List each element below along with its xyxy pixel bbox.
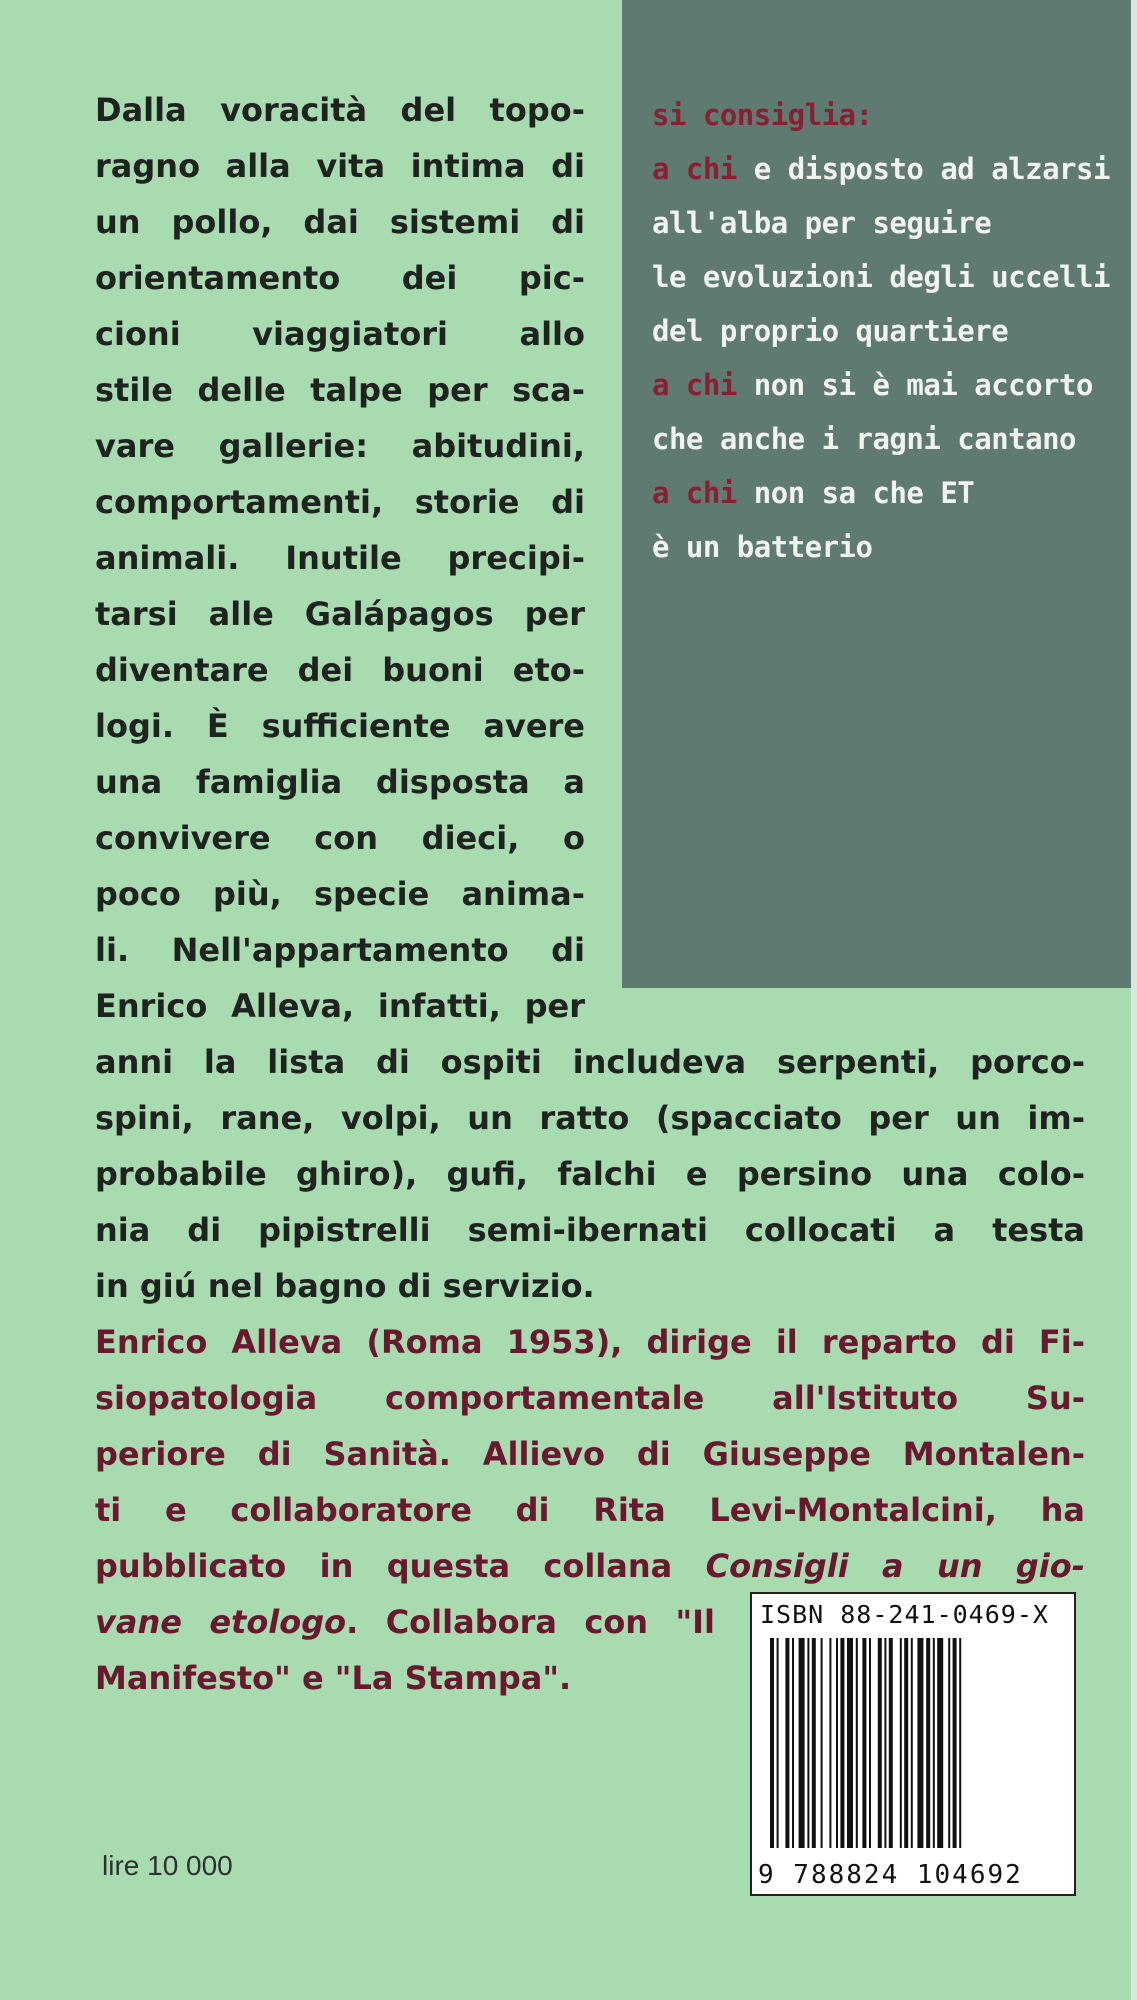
barcode-bar [937,1638,943,1848]
barcode-bar [953,1638,957,1848]
description-line: Enrico Alleva, infatti, per [95,987,585,1025]
advice-line: del proprio quartiere [652,314,1009,348]
description-line: comportamenti, storie di [95,483,585,521]
book-title: Consigli a un gio- [705,1547,1086,1585]
description-line: logi. È sufficiente avere [95,707,585,745]
price: lire 10 000 [102,1850,233,1881]
description-line: orientamento dei pic- [95,259,585,297]
barcode-bar [821,1638,823,1848]
barcode-bar [911,1638,913,1848]
description-line: animali. Inutile precipi- [95,539,585,577]
description-line: anni la lista di ospiti includeva serpenti, porco- [95,1043,1085,1081]
advice-line: a chi non sa che ET [652,476,975,510]
barcode-bar [933,1638,935,1848]
barcode-bar [904,1638,908,1848]
barcode-bar [840,1638,844,1848]
isbn-text: ISBN 88-241-0469-X [760,1600,1049,1629]
book-title: vane etologo [95,1603,347,1641]
description-line: un pollo, dai sistemi di [95,203,585,241]
barcode-bar [785,1638,789,1848]
ean-number: 9 788824 104692 [758,1860,1023,1890]
barcode-bar [777,1638,779,1848]
description-line: una famiglia disposta a [95,763,585,801]
barcode-bar [878,1638,882,1848]
advice-prefix: a chi [652,152,737,186]
barcode-bar [770,1638,774,1848]
bio-line: Enrico Alleva (Roma 1953), dirige il reparto di Fi- [95,1323,1085,1361]
barcode-bar [807,1638,809,1848]
barcode-bar [799,1638,805,1848]
barcode-bar [847,1638,853,1848]
advice-line: a chi non si è mai accorto [652,368,1093,402]
barcode-bar [836,1638,838,1848]
barcode-label [750,1592,1076,1896]
bio-line: periore di Sanità. Allievo di Giuseppe Montalen- [95,1435,1085,1473]
bio-line: siopatologia comportamentale all'Istituto Su- [95,1379,1085,1417]
barcode-bar [900,1638,902,1848]
description-line: diventare dei buoni eto- [95,651,585,689]
barcode-bar [948,1638,950,1848]
barcode-bar [917,1638,923,1848]
cover-edge [1131,0,1137,2000]
advice-heading: si consiglia: [652,98,873,132]
description-line: vare gallerie: abitudini, [95,427,585,465]
barcode-bar [926,1638,930,1848]
barcode-bar [889,1638,893,1848]
barcode-bars [770,1638,1060,1848]
advice-prefix: a chi [652,476,737,510]
bio-line: ti e collaboratore di Rita Levi-Montalcini, ha [95,1491,1085,1529]
barcode-bar [829,1638,831,1848]
barcode-bar [862,1638,866,1848]
description-line: poco più, specie anima- [95,875,585,913]
description-line: probabile ghiro), gufi, falchi e persino una colo- [95,1155,1085,1193]
description-line: tarsi alle Galápagos per [95,595,585,633]
advice-prefix: a chi [652,368,737,402]
bio-line: pubblicato in questa collana Consigli a un gio- [95,1547,1086,1585]
barcode-bar [869,1638,871,1848]
barcode-bar [856,1638,858,1848]
barcode-bar [959,1638,961,1848]
advice-line: le evoluzioni degli uccelli [652,260,1110,294]
description-line: nia di pipistrelli semi-ibernati collocati a testa [95,1211,1085,1249]
barcode-bar [812,1638,816,1848]
advice-line: all'alba per seguire [652,206,992,240]
advice-line: a chi e disposto ad alzarsi [652,152,1110,186]
advice-line: è un batterio [652,530,873,564]
description-line: li. Nell'appartamento di [95,931,585,969]
description-line: in giú nel bagno di servizio. [95,1267,595,1305]
description-line: stile delle talpe per sca- [95,371,585,409]
description-line: convivere con dieci, o [95,819,585,857]
advice-line: che anche i ragni cantano [652,422,1076,456]
description-line: ragno alla vita intima di [95,147,585,185]
back-cover-text [95,82,1085,1706]
barcode-bar [792,1638,794,1848]
bio-line: vane etologo. Collabora con "Il [95,1603,716,1641]
description-line: Dalla voracità del topo- [95,91,585,129]
description-line: spini, rane, volpi, un ratto (spacciato per un im- [95,1099,1085,1137]
barcode-bar [884,1638,886,1848]
description-line: cioni viaggiatori allo [95,315,585,353]
bio-line: Manifesto" e "La Stampa". [95,1659,572,1697]
